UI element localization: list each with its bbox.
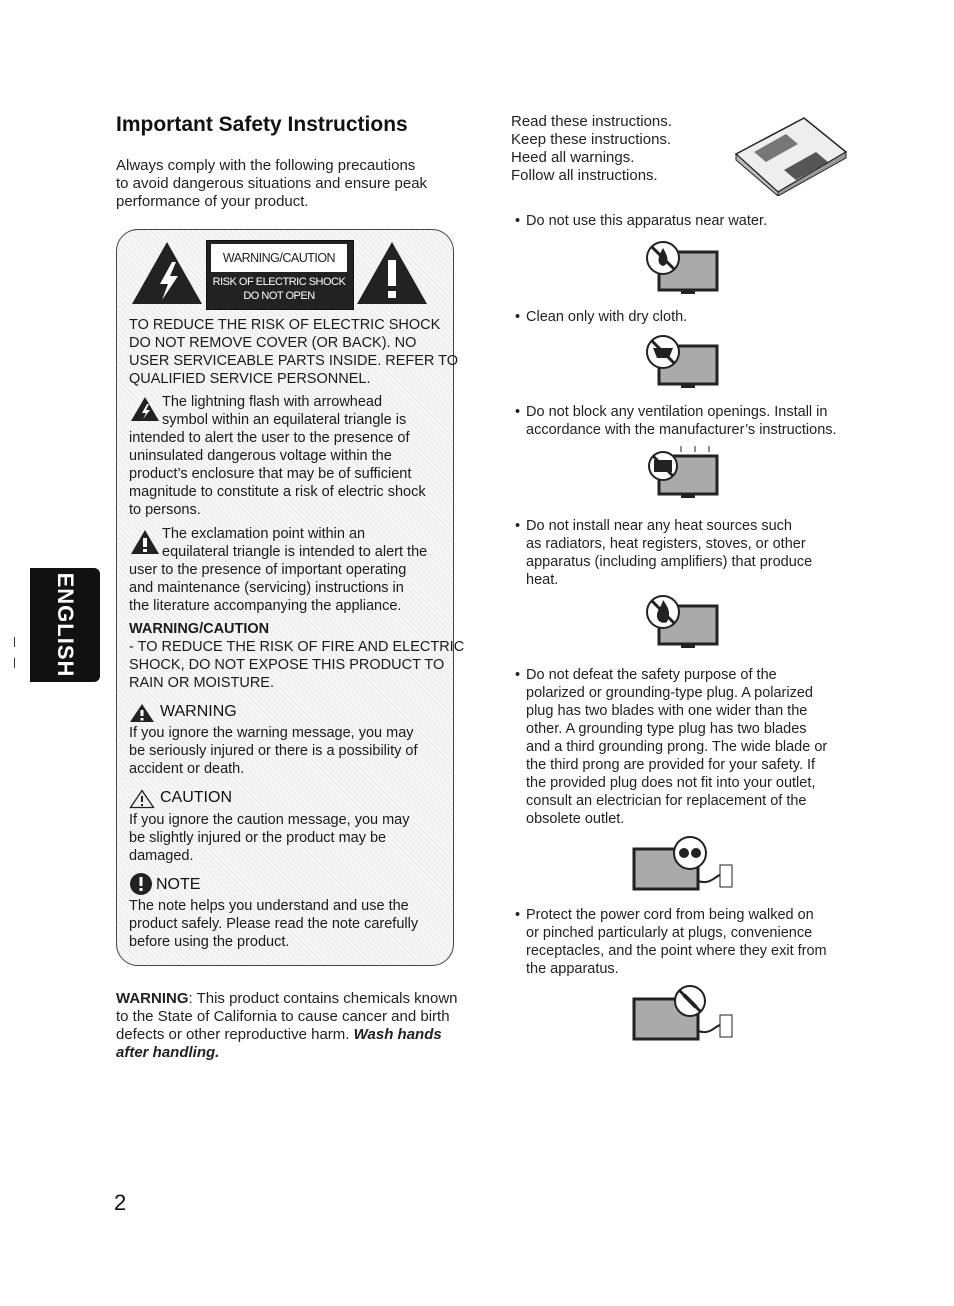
note-text: The note helps you understand and use the product safely. Please read the note carefully before using the product. (129, 898, 419, 950)
polarized-plug-icon (630, 833, 736, 893)
note-heading: NOTE (156, 876, 201, 893)
caution-outline-icon (129, 789, 155, 809)
page-number: 2 (114, 1190, 127, 1215)
note-icon (129, 872, 153, 896)
bullet-item: • Clean only with dry cloth. (515, 309, 688, 325)
bullet-item: • Do not install near any heat sources such as radiators, heat registers, stoves, or other apparatus (including amplifiers) that produce heat. (515, 518, 813, 588)
intro-text: Always comply with the following precautions to avoid dangerous situations and ensure peak performance of your product. (116, 157, 428, 210)
no-water-icon (645, 240, 719, 296)
margin-mark (14, 637, 15, 647)
warning-text: If you ignore the warning message, you may be seriously injured or there is a possibility of accident or death. (129, 725, 418, 777)
no-heat-source-icon (645, 594, 719, 650)
lightning-triangle-icon (130, 240, 204, 306)
caution-heading: CAUTION (160, 789, 232, 806)
manual-book-icon (734, 116, 848, 196)
banner-title: WARNING/CAUTION (211, 244, 347, 272)
exclamation-triangle-icon (355, 240, 429, 306)
shock-notice: TO REDUCE THE RISK OF ELECTRIC SHOCK DO NOT REMOVE COVER (OR BACK). NO USER SERVICEABLE PARTS INSIDE. REFER TO QUALIFIED SERVICE PERSONNEL. (129, 317, 459, 387)
banner-subtitle: RISK OF ELECTRIC SHOCK DO NOT OPEN (212, 276, 346, 302)
warning-heading: WARNING (160, 703, 237, 720)
margin-mark (14, 658, 15, 668)
language-tab-label: ENGLISH (53, 572, 78, 678)
prop65-warning: WARNING: This product contains chemicals known to the State of California to cause cancer and birth defects or other reproductive harm. Wash hands after handling. (116, 990, 458, 1061)
warning-filled-icon (129, 703, 155, 723)
bullet-item: • Do not use this apparatus near water. (515, 213, 768, 229)
read-instructions: Read these instructions. Keep these instructions. Heed all warnings. Follow all instructions. (511, 113, 672, 184)
page-title: Important Safety Instructions (116, 113, 408, 136)
no-wet-cloth-icon (645, 334, 719, 390)
language-tab (30, 568, 100, 682)
exclamation-explanation: The exclamation point within an equilateral triangle is intended to alert the user to the presence of important operating and maintenance (servicing) instructions in the literature accompanying the appliance. (129, 526, 428, 614)
power-cord-icon (630, 983, 736, 1043)
wc-section: WARNING/CAUTION - TO REDUCE THE RISK OF FIRE AND ELECTRIC SHOCK, DO NOT EXPOSE THIS PRODUCT TO RAIN OR MOISTURE. (129, 621, 465, 691)
bullet-item: • Protect the power cord from being walked on or pinched particularly at plugs, convenience receptacles, and the point where they exit from the apparatus. (515, 907, 827, 977)
warning-banner (206, 240, 354, 310)
no-block-vent-icon (645, 444, 719, 500)
lightning-explanation: The lightning flash with arrowhead symbol within an equilateral triangle is intended to alert the user to the presence of uninsulated dangerous voltage within the product’s enclosure that may be of sufficient magnitude to constitute a risk of electric shock to persons. (129, 394, 426, 518)
bullet-item: • Do not block any ventilation openings. Install in accordance with the manufacturer’s instructions. (515, 404, 837, 438)
caution-text: If you ignore the caution message, you may be slightly injured or the product may be damaged. (129, 812, 410, 864)
bullet-item: • Do not defeat the safety purpose of the polarized or grounding-type plug. A polarized plug has two blades with one wider than the other. A grounding type plug has two blades and a third grounding prong. The wide blade or the third prong are provided for your safety. If the provided plug does not fit into your outlet, consult an electrician for replacement of the obsolete outlet. (515, 667, 828, 827)
